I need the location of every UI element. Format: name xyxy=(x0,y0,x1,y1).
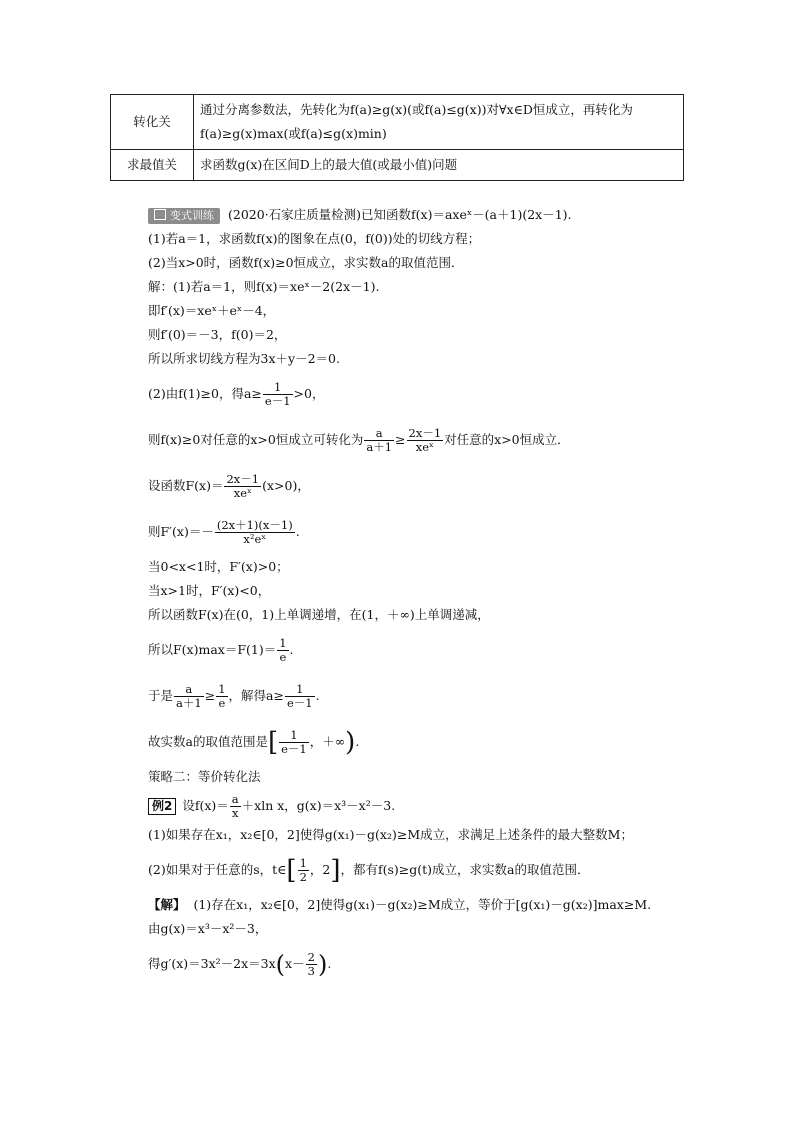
text-span: ，2 xyxy=(309,862,331,877)
fraction xyxy=(216,683,227,710)
text-span: ≥ xyxy=(204,688,216,703)
fraction-denominator: e－1 xyxy=(281,742,307,756)
solution-line xyxy=(148,371,688,417)
text-span: 得g′(x)＝3x²－2x＝3x xyxy=(148,956,276,971)
solution-line xyxy=(148,417,688,463)
book-icon xyxy=(154,209,166,220)
text-span: (1)存在x₁，x₂∈[0，2]使得g(x₁)－g(x₂)≥M成立，等价于[g(x₁)－g(x₂)]max≥M. xyxy=(193,897,652,912)
left-paren: ( xyxy=(275,950,286,979)
text-span: . xyxy=(327,956,332,971)
text-span: ，都有f(s)≥g(t)成立，求实数a的取值范围． xyxy=(340,862,590,877)
fraction-numerator: 1 xyxy=(279,729,309,743)
fraction-denominator: x xyxy=(231,806,239,820)
solution-line: 当x>1时，F′(x)<0， xyxy=(148,583,271,598)
text-span: 故实数a的取值范围是 xyxy=(148,734,268,749)
exercise-statement: (2020·石家庄质量检测)已知函数f(x)＝axeˣ－(a＋1)(2x－1). xyxy=(228,207,572,222)
fraction xyxy=(298,857,309,884)
text-span: . xyxy=(315,688,320,703)
text-span: . xyxy=(289,642,294,657)
text-span: (x>0)， xyxy=(262,478,310,493)
text-span: 所以F(x)max＝F(1)＝ xyxy=(148,642,277,657)
fraction-numerator: 1 xyxy=(299,856,307,870)
fraction-numerator: a xyxy=(231,792,239,806)
fraction xyxy=(230,793,241,820)
right-bracket: ] xyxy=(330,855,341,886)
fraction-numerator: 1 xyxy=(285,683,315,697)
exercise-badge xyxy=(148,208,220,224)
text-span: ≥ xyxy=(395,432,406,447)
fraction-numerator: 1 xyxy=(263,381,293,395)
solution-line xyxy=(148,673,688,719)
text-span: 设函数F(x)＝ xyxy=(148,478,224,493)
text-span: 则F′(x)＝－ xyxy=(148,524,214,539)
fraction xyxy=(364,427,394,454)
fraction xyxy=(263,381,293,408)
exercise-question-2: (2)当x>0时，函数f(x)≥0恒成立，求实数a的取值范围． xyxy=(148,255,464,270)
summary-table xyxy=(110,94,684,181)
example-solution-line: 由g(x)＝x³－x²－3， xyxy=(148,921,268,936)
fraction xyxy=(215,519,295,546)
fraction-denominator: 3 xyxy=(307,964,315,978)
exercise-badge-label: 变式训练 xyxy=(170,208,214,222)
solution-line: 即f′(x)＝xeˣ＋eˣ－4， xyxy=(148,303,276,318)
solution-line: 当0<x<1时，F′(x)>0； xyxy=(148,559,289,574)
fraction xyxy=(224,473,261,500)
example-header xyxy=(148,789,688,823)
fraction-denominator: e－1 xyxy=(286,696,313,710)
table-value-cell: 通过分离参数法，先转化为f(a)≥g(x)(或f(a)≤g(x))对∀x∈D恒成立，再转化为f(a)≥g(x)max(或f(a)≤g(x)min) xyxy=(194,95,684,150)
fraction-denominator: xeˣ xyxy=(233,486,252,500)
right-paren: ) xyxy=(345,727,356,758)
text-span: 对任意的x>0恒成立． xyxy=(444,432,570,447)
solution-line xyxy=(148,509,688,555)
example-question-1: (1)如果存在x₁，x₂∈[0，2]使得g(x₁)－g(x₂)≥M成立，求满足上述条件的最大整数M； xyxy=(148,827,633,842)
left-bracket: [ xyxy=(267,727,279,758)
text-span: ，解得a≥ xyxy=(228,688,284,703)
solution-line: 所以函数F(x)在(0，1)上单调递增，在(1，＋∞)上单调递减， xyxy=(148,607,490,622)
text-span: >0， xyxy=(293,386,325,401)
text-span: ，＋∞ xyxy=(309,734,346,749)
fraction xyxy=(279,729,309,756)
table-row xyxy=(111,95,684,150)
right-paren: ) xyxy=(317,950,328,979)
fraction-numerator: (2x＋1)(x－1) xyxy=(216,518,293,532)
text-span: 则f(x)≥0对任意的x>0恒成立可转化为 xyxy=(148,432,364,447)
solution-line xyxy=(148,627,688,673)
fraction-denominator: x²eˣ xyxy=(243,532,267,546)
fraction xyxy=(174,683,204,710)
text-span: 于是 xyxy=(148,688,174,703)
strategy-heading: 策略二：等价转化法 xyxy=(148,769,261,784)
text-span: ＋xln x，g(x)＝x³－x²－3. xyxy=(241,798,396,813)
fraction xyxy=(285,683,315,710)
solution-line: 所以所求切线方程为3x＋y－2＝0. xyxy=(148,351,340,366)
fraction-denominator: e－1 xyxy=(264,394,291,408)
left-bracket: [ xyxy=(286,855,297,886)
exercise-question-1: (1)若a＝1，求函数f(x)的图象在点(0，f(0))处的切线方程； xyxy=(148,231,481,246)
fraction xyxy=(306,951,317,978)
example-question-2 xyxy=(148,847,688,893)
exercise-header xyxy=(148,203,688,227)
solution-line xyxy=(148,463,688,509)
fraction-numerator: 1 xyxy=(279,636,287,650)
solution-line xyxy=(148,719,688,765)
main-content xyxy=(148,203,688,987)
fraction xyxy=(407,427,444,454)
table-value-cell: 求函数g(x)在区间D上的最大值(或最小值)问题 xyxy=(194,150,684,181)
fraction-numerator: a xyxy=(364,427,394,441)
solution-line: 解：(1)若a＝1，则f(x)＝xeˣ－2(2x－1). xyxy=(148,279,380,294)
fraction-denominator: xeˣ xyxy=(415,440,434,454)
table-key-cell: 求最值关 xyxy=(111,150,194,181)
fraction-numerator: 2 xyxy=(307,950,315,964)
fraction-numerator: a xyxy=(174,683,204,697)
fraction-denominator: e xyxy=(279,650,287,664)
example-solution-1 xyxy=(148,893,688,917)
table-row xyxy=(111,150,684,181)
solution-line: 则f′(0)＝－3，f(0)＝2， xyxy=(148,327,287,342)
text-span: 设f(x)＝ xyxy=(182,798,229,813)
fraction-numerator: 1 xyxy=(218,682,226,696)
fraction-denominator: a＋1 xyxy=(176,696,202,710)
text-span: . xyxy=(355,734,360,749)
table-key-cell: 转化关 xyxy=(111,95,194,150)
fraction-denominator: 2 xyxy=(299,870,307,884)
text-span: . xyxy=(295,524,300,539)
fraction-numerator: 2x－1 xyxy=(408,426,442,440)
fraction-denominator: e xyxy=(218,696,226,710)
fraction xyxy=(277,637,288,664)
fraction-numerator: 2x－1 xyxy=(226,472,260,486)
text-span: x－ xyxy=(285,956,305,971)
example-solution-line xyxy=(148,941,688,987)
text-span: (2)如果对于任意的s，t∈ xyxy=(148,862,287,877)
text-span: (2)由f(1)≥0，得a≥ xyxy=(148,386,262,401)
solution-label: 【解】 xyxy=(148,897,186,912)
fraction-denominator: a＋1 xyxy=(366,440,393,454)
example-badge: 例2 xyxy=(148,798,176,815)
